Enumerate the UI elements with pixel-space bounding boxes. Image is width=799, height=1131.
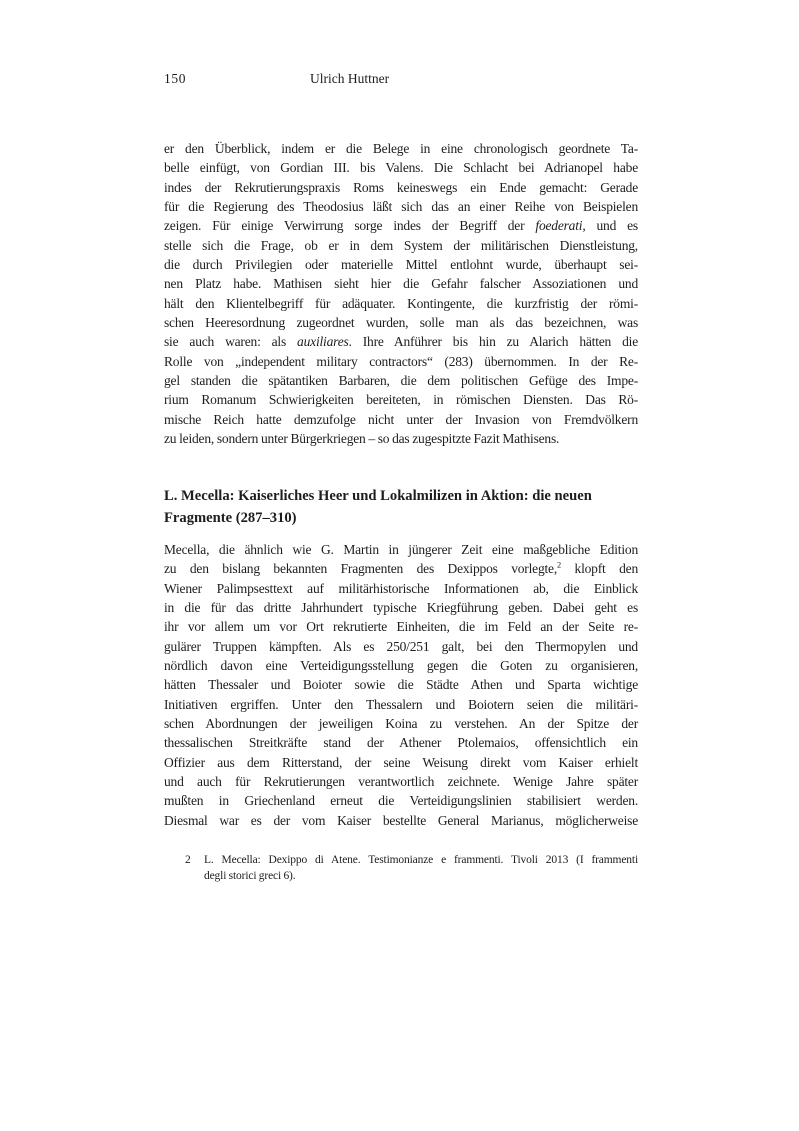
page-header [164, 71, 638, 89]
text-line: gulärer Truppen kämpften. Als es 250/251 galt, bei den Thermopylen und [164, 638, 638, 654]
text-line: Offizier aus dem Ritterstand, der seine Weisung direkt vom Kaiser erhielt [164, 754, 638, 770]
text-line: Rolle von „independent military contractors“ (283) übernommen. In der Re- [164, 353, 638, 369]
text-line: nördlich davon eine Verteidigungsstellung gegen die Goten zu organisieren, [164, 658, 638, 674]
text-line: zu leiden, sondern unter Bürgerkriegen – so das zugespitzte Fazit Mathisens. [164, 431, 560, 447]
text-line: und auch für Rekrutierungen verantwortlich zeichnete. Wenige Jahre später [164, 774, 638, 790]
page-number: 150 [164, 71, 187, 86]
text-line: mische Reich hatte demzufolge nicht unter der Invasion von Fremdvölkern [164, 411, 638, 427]
text-line: hätten Thessaler und Boioter sowie die Städte Athen und Sparta wichtige [164, 677, 638, 693]
text-line: gel standen die spätantiken Barbaren, die dem politischen Gefüge des Impe- [164, 373, 638, 389]
footnote-text [204, 852, 638, 884]
text-line: zu den bislang bekannten Fragmenten des Dexippos vorlegte,$^2$ klopft den [164, 560, 638, 577]
review-paragraph-mecella [164, 540, 638, 830]
text-line: für die Regierung des Theodosius läßt sich das an einer Reihe von Beispielen [164, 199, 638, 215]
text-line: mußten in Griechenland erneut die Verteidigungslinien stabilisiert werden. [164, 793, 638, 809]
text-line: schen Heeresordnung zugeordnet wurden, solle man als das bezeichnen, was [164, 315, 638, 331]
text-line: Wiener Palimpsesttext auf militärhistorische Informationen ab, die Einblick [164, 580, 638, 596]
text-line: hält den Klientelbegriff für adäquater. Kontingente, die kurzfristig der römi- [164, 295, 638, 311]
text-line: Diesmal war es der vom Kaiser bestellte General Marianus, möglicherweise [164, 812, 638, 828]
text-line: in die für das dritte Jahrhundert typische Kriegführung geben. Dabei geht es [164, 600, 638, 616]
text-line: schen Abordnungen der jeweiligen Koina zu verstehen. An der Spitze der [164, 716, 638, 732]
footnote-number: 2 [185, 854, 191, 866]
text-line: die durch Privilegien oder materielle Mittel entlohnt wurde, überhaupt sei- [164, 257, 638, 273]
section-heading-mecella [164, 486, 638, 529]
text-line: L. Mecella: Dexippo di Atene. Testimonianze e frammenti. Tivoli 2013 (I frammenti [204, 854, 638, 866]
text-line: L. Mecella: Kaiserliches Heer und Lokalmilizen in Aktion: die neuen [164, 488, 592, 504]
text-line: zeigen. Für einige Verwirrung sorge indes der Begriff der foederati, und es [164, 218, 638, 234]
text-line: nen Platz habe. Mathisen sieht hier die Gefahr falscher Assoziationen und [164, 276, 638, 292]
text-line: rium Romanum Schwierigkeiten bereiteten, in römischen Diensten. Das Rö- [164, 392, 638, 408]
text-line: thessalischen Streitkräfte stand der Athener Ptolemaios, offensichtlich ein [164, 735, 638, 751]
text-line: er den Überblick, indem er die Belege in eine chronologisch geordnete Ta- [164, 141, 638, 156]
running-header-author: Ulrich Huttner [310, 71, 390, 86]
text-line: Mecella, die ähnlich wie G. Martin in jüngerer Zeit eine maßgebliche Edition [164, 542, 638, 557]
text-line: degli storici greci 6). [204, 870, 296, 882]
text-line: ihr vor allem um vor Ort rekrutierte Einheiten, die im Feld an der Seite re- [164, 619, 638, 635]
text-line: sie auch waren: als auxiliares. Ihre Anführer bis hin zu Alarich hätten die [164, 334, 639, 350]
review-paragraph-mathisen [164, 139, 638, 449]
text-line: stelle sich die Frage, ob er in dem System der militärischen Dienstleistung, [164, 237, 638, 253]
text-line: belle einfügt, von Gordian III. bis Valens. Die Schlacht bei Adrianopel habe [164, 160, 638, 176]
text-line: Fragmente (287–310) [164, 509, 297, 526]
text-line: indes der Rekrutierungspraxis Roms keineswegs ein Ende gemacht: Gerade [164, 179, 638, 195]
text-line: Initiativen ergriffen. Unter den Thessalern und Boiotern seien die militäri- [164, 696, 638, 712]
footnote [164, 852, 638, 884]
